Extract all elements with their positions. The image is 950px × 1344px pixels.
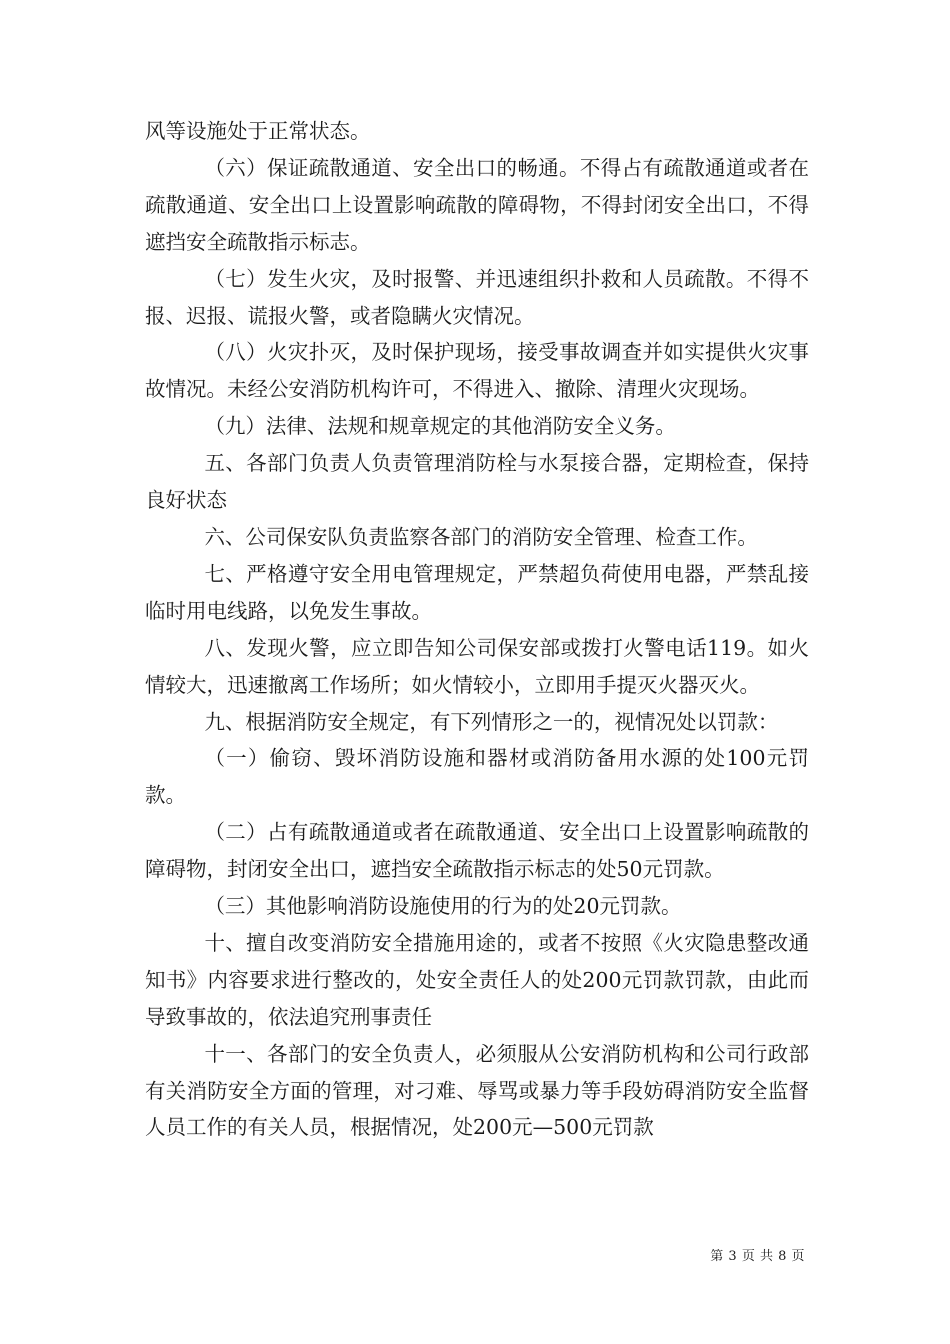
paragraph-section-7: 七、严格遵守安全用电管理规定，严禁超负荷使用电器，严禁乱接临时用电线路，以免发生事故。: [145, 561, 809, 623]
paragraph-fine-1: （一）偷窃、毁坏消防设施和器材或消防备用水源的处100元罚款。: [145, 746, 809, 808]
paragraph-item-8: （八）火灾扑灭，及时保护现场，接受事故调查并如实提供火灾事故情况。未经公安消防机构许可，不得进入、撤除、清理火灾现场。: [145, 340, 809, 402]
paragraph-section-9: 九、根据消防安全规定，有下列情形之一的，视情况处以罚款：: [204, 709, 779, 734]
paragraph-section-8: 八、发现火警，应立即告知公司保安部或拨打火警电话119。如火情较大，迅速撤离工作场所；如火情较小，立即用手提灭火器灭火。: [145, 635, 809, 697]
document-body: [145, 113, 809, 1146]
paragraph-section-10: 十、擅自改变消防安全措施用途的，或者不按照《火灾隐患整改通知书》内容要求进行整改的，处安全责任人的处200元罚款罚款，由此而导致事故的，依法追究刑事责任: [145, 930, 809, 1029]
paragraph-item-6: （六）保证疏散通道、安全出口的畅通。不得占有疏散通道或者在疏散通道、安全出口上设置影响疏散的障碍物，不得封闭安全出口，不得遮挡安全疏散指示标志。: [145, 155, 809, 254]
paragraph-section-6: 六、公司保安队负责监察各部门的消防安全管理、检查工作。: [204, 524, 758, 549]
paragraph-item-9: （九）法律、法规和规章规定的其他消防安全义务。: [204, 414, 676, 439]
paragraph-fine-3: （三）其他影响消防设施使用的行为的处20元罚款。: [204, 894, 682, 919]
paragraph-continuation: 风等设施处于正常状态。: [145, 119, 371, 143]
paragraph-section-11: 十一、各部门的安全负责人，必须服从公安消防机构和公司行政部有关消防安全方面的管理，对刁难、辱骂或暴力等手段妨碍消防安全监督人员工作的有关人员，根据情况，处200元—500元罚款: [145, 1041, 809, 1140]
page-number-footer: 第 3 页 共 8 页: [710, 1249, 805, 1264]
paragraph-section-5: 五、各部门负责人负责管理消防栓与水泵接合器，定期检查，保持良好状态: [145, 451, 809, 513]
paragraph-fine-2: （二）占有疏散通道或者在疏散通道、安全出口上设置影响疏散的障碍物，封闭安全出口，遮挡安全疏散指示标志的处50元罚款。: [145, 820, 809, 882]
paragraph-item-7: （七）发生火灾，及时报警、并迅速组织扑救和人员疏散。不得不报、迟报、谎报火警，或者隐瞒火灾情况。: [145, 266, 809, 328]
